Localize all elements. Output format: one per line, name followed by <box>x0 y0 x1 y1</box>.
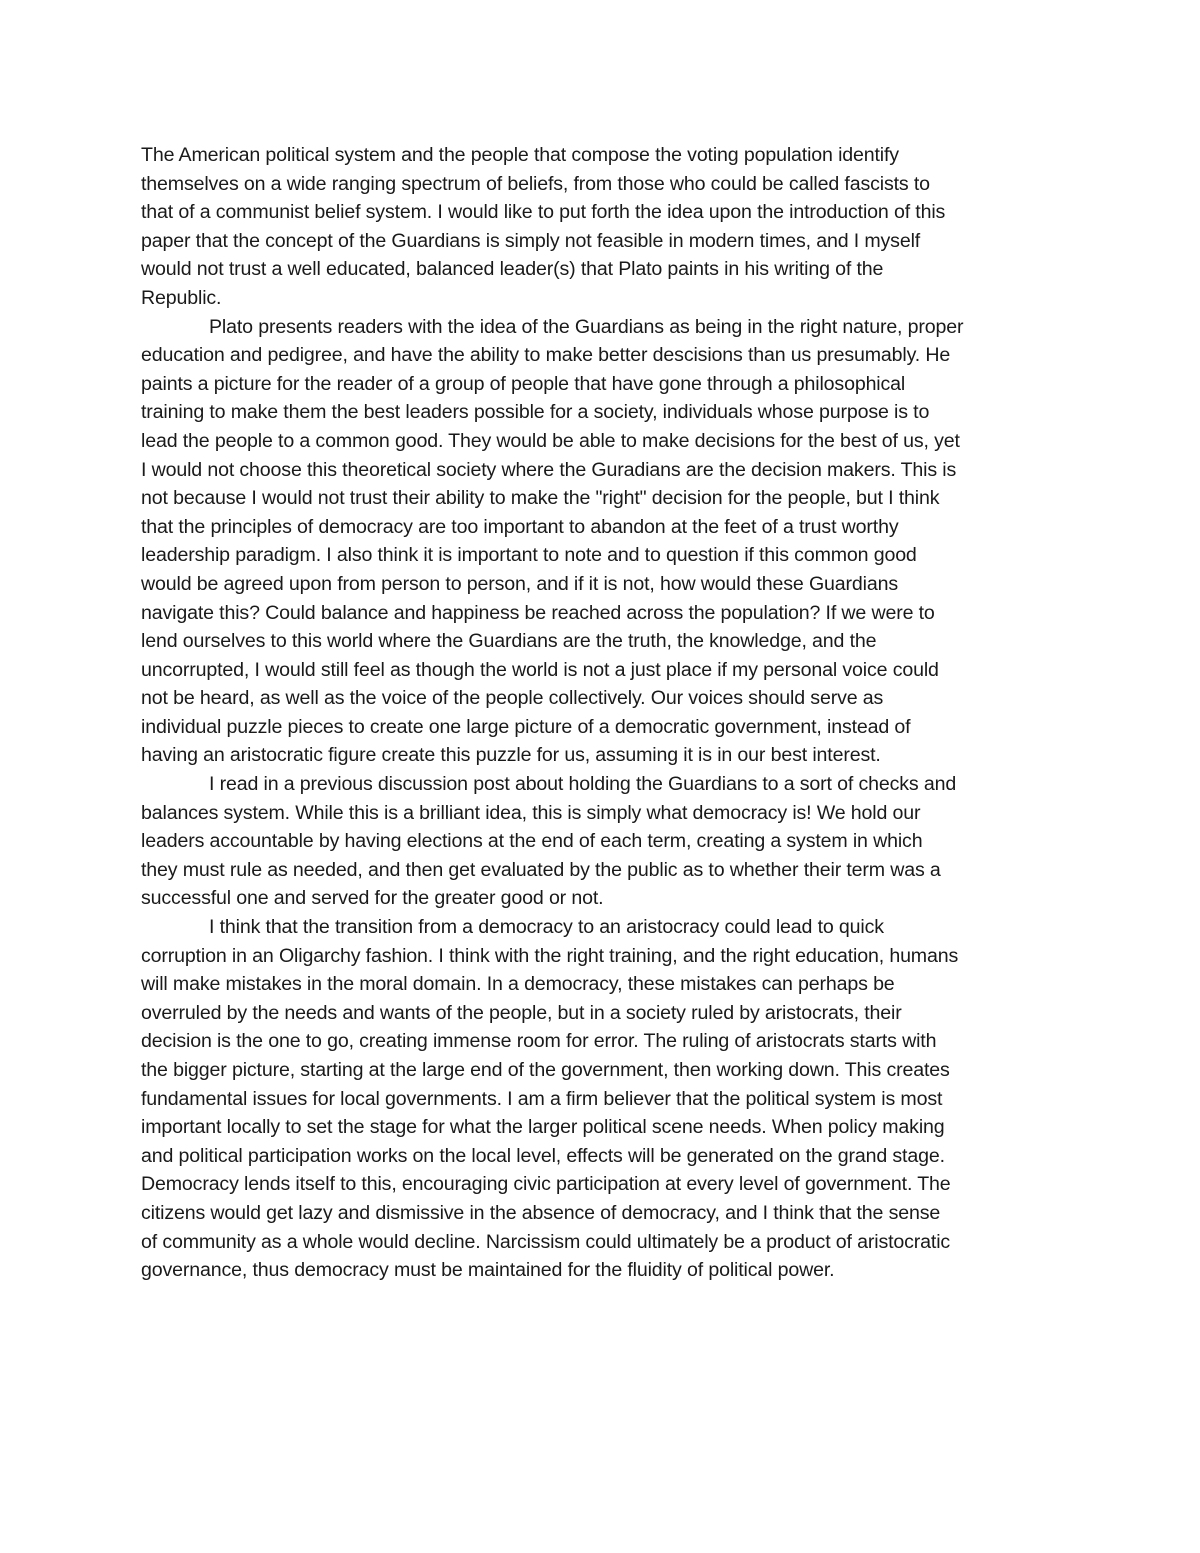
paragraph-aristocracy <box>141 913 1071 1285</box>
text-line: I think that the transition from a democracy to an aristocracy could lead to quick <box>209 916 884 939</box>
text-line: not because I would not trust their ability to make the "right" decision for the people, but I think <box>141 487 940 510</box>
text-line: navigate this? Could balance and happiness be reached across the population? If we were to <box>141 601 935 624</box>
text-line: uncorrupted, I would still feel as though the world is not a just place if my personal voice could <box>141 658 939 681</box>
text-line: decision is the one to go, creating immense room for error. The ruling of aristocrats starts with <box>141 1030 937 1053</box>
text-line: overruled by the needs and wants of the people, but in a society ruled by aristocrats, their <box>141 1001 902 1024</box>
text-line: balances system. While this is a brilliant idea, this is simply what democracy is! We hold our <box>141 801 921 824</box>
text-line: leadership paradigm. I also think it is important to note and to question if this common good <box>141 544 917 567</box>
paragraph-checks-balances <box>141 770 1071 913</box>
text-line: lend ourselves to this world where the Guardians are the truth, the knowledge, and the <box>141 630 877 653</box>
text-line: successful one and served for the greater good or not. <box>141 887 604 910</box>
text-line: themselves on a wide ranging spectrum of beliefs, from those who could be called fascists to <box>141 172 930 195</box>
text-line: they must rule as needed, and then get evaluated by the public as to whether their term was a <box>141 858 941 881</box>
text-line: governance, thus democracy must be maintained for the fluidity of political power. <box>141 1259 835 1282</box>
text-line: I would not choose this theoretical society where the Guradians are the decision makers. This is <box>141 458 957 481</box>
text-line: Republic. <box>141 286 222 309</box>
paragraph-guardians <box>141 313 1071 771</box>
text-line: Plato presents readers with the idea of the Guardians as being in the right nature, proper <box>209 315 964 338</box>
text-line: will make mistakes in the moral domain. In a democracy, these mistakes can perhaps be <box>141 973 895 996</box>
text-line: and political participation works on the local level, effects will be generated on the grand stage. <box>141 1144 945 1167</box>
text-line: not be heard, as well as the voice of the people collectively. Our voices should serve as <box>141 687 884 710</box>
text-line: I read in a previous discussion post about holding the Guardians to a sort of checks and <box>209 773 957 796</box>
text-line: would not trust a well educated, balanced leader(s) that Plato paints in his writing of the <box>141 258 884 281</box>
text-line: citizens would get lazy and dismissive in the absence of democracy, and I think that the sense <box>141 1201 941 1224</box>
text-line: paints a picture for the reader of a group of people that have gone through a philosophical <box>141 372 906 395</box>
text-line: that of a communist belief system. I would like to put forth the idea upon the introduction of this <box>141 201 946 224</box>
text-line: education and pedigree, and have the ability to make better descisions than us presumably. He <box>141 344 951 367</box>
text-line: paper that the concept of the Guardians is simply not feasible in modern times, and I myself <box>141 229 921 252</box>
text-line: individual puzzle pieces to create one large picture of a democratic government, instead of <box>141 715 911 738</box>
text-line: having an aristocratic figure create this puzzle for us, assuming it is in our best interest. <box>141 744 881 767</box>
text-line: Democracy lends itself to this, encouraging civic participation at every level of government. The <box>141 1173 951 1196</box>
text-line: that the principles of democracy are too important to abandon at the feet of a trust worthy <box>141 515 899 538</box>
text-line: would be agreed upon from person to person, and if it is not, how would these Guardians <box>141 572 899 595</box>
text-line: leaders accountable by having elections at the end of each term, creating a system in which <box>141 830 923 853</box>
text-line: corruption in an Oligarchy fashion. I think with the right training, and the right education, humans <box>141 944 959 967</box>
document-body <box>141 141 1071 1285</box>
text-line: important locally to set the stage for what the larger political scene needs. When policy making <box>141 1116 945 1139</box>
text-line: the bigger picture, starting at the large end of the government, then working down. This creates <box>141 1059 950 1081</box>
text-line: fundamental issues for local governments. I am a firm believer that the political system is most <box>141 1087 943 1110</box>
text-line: of community as a whole would decline. Narcissism could ultimately be a product of aristocratic <box>141 1230 951 1253</box>
text-line: lead the people to a common good. They would be able to make decisions for the best of us, yet <box>141 429 960 452</box>
text-line: training to make them the best leaders possible for a society, individuals whose purpose is to <box>141 401 930 424</box>
paragraph-intro <box>141 141 1071 313</box>
text-line: The American political system and the people that compose the voting population identify <box>141 144 899 166</box>
